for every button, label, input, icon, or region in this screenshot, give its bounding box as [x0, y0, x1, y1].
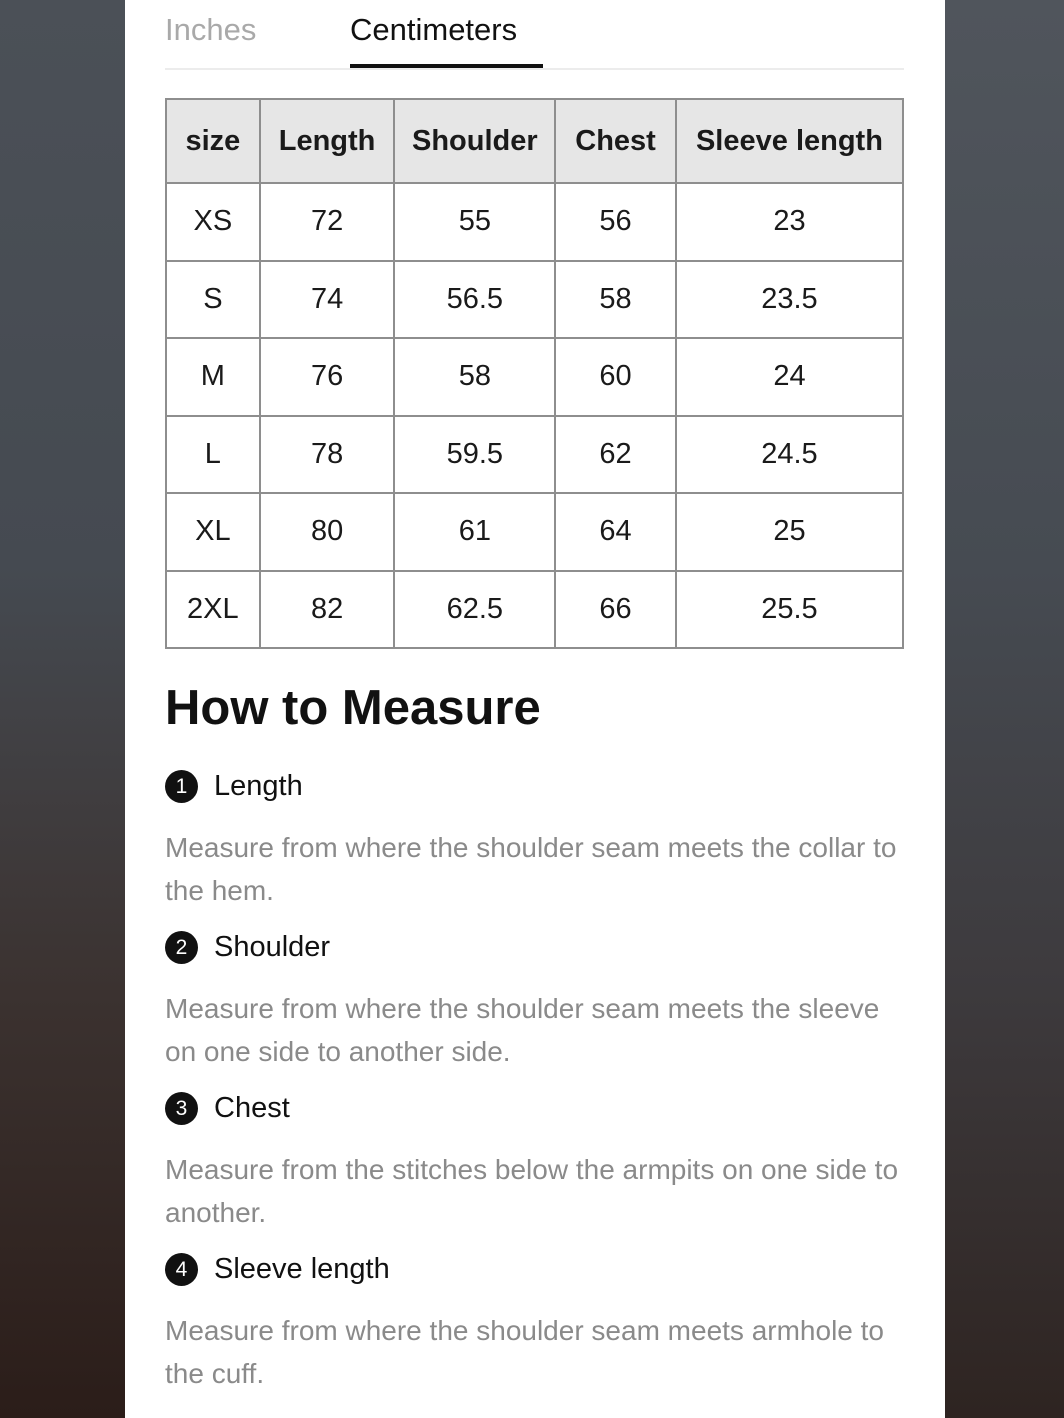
column-header-chest: Chest: [555, 99, 676, 183]
active-tab-indicator: [350, 64, 543, 68]
table-cell: 23.5: [676, 261, 903, 339]
step-number-badge: 2: [165, 931, 198, 964]
table-cell: 80: [260, 493, 395, 571]
table-row: [166, 416, 903, 494]
table-cell: 58: [394, 338, 555, 416]
tab-inches[interactable]: Inches: [165, 12, 257, 47]
step-description: Measure from where the shoulder seam meets the collar to the hem.: [165, 832, 897, 906]
table-cell: 78: [260, 416, 395, 494]
table-cell: 56.5: [394, 261, 555, 339]
column-header-size: size: [166, 99, 260, 183]
table-cell: 58: [555, 261, 676, 339]
table-cell: 55: [394, 183, 555, 261]
measure-step-chest: [165, 1088, 905, 1234]
table-cell: 60: [555, 338, 676, 416]
column-header-shoulder: Shoulder: [394, 99, 555, 183]
step-label: Length: [214, 769, 303, 802]
step-label: Sleeve length: [214, 1252, 390, 1285]
step-description: Measure from where the shoulder seam meets armhole to the cuff.: [165, 1315, 884, 1389]
table-cell: 56: [555, 183, 676, 261]
table-cell: 62.5: [394, 571, 555, 649]
table-cell: 62: [555, 416, 676, 494]
column-header-length: Length: [260, 99, 395, 183]
size-table: [165, 98, 904, 649]
step-number-badge: 1: [165, 770, 198, 803]
table-cell: 72: [260, 183, 395, 261]
unit-tabs: [165, 0, 904, 70]
measure-step-sleeve-length: [165, 1249, 905, 1395]
table-row: [166, 261, 903, 339]
table-cell: 25.5: [676, 571, 903, 649]
measure-step-shoulder: [165, 927, 905, 1073]
table-cell: 82: [260, 571, 395, 649]
table-cell: 25: [676, 493, 903, 571]
measure-step-length: [165, 766, 905, 912]
step-number-badge: 4: [165, 1253, 198, 1286]
table-row: [166, 493, 903, 571]
table-cell: 23: [676, 183, 903, 261]
step-number-badge: 3: [165, 1092, 198, 1125]
background-right: [944, 0, 1064, 1418]
table-cell: 24: [676, 338, 903, 416]
table-row: [166, 571, 903, 649]
table-cell: 2XL: [166, 571, 260, 649]
table-row: [166, 338, 903, 416]
table-cell: 24.5: [676, 416, 903, 494]
tab-centimeters[interactable]: Centimeters: [350, 12, 518, 47]
size-guide-sheet: [125, 0, 945, 1418]
table-cell: 61: [394, 493, 555, 571]
table-cell: 59.5: [394, 416, 555, 494]
table-cell: L: [166, 416, 260, 494]
table-row: [166, 183, 903, 261]
table-cell: 64: [555, 493, 676, 571]
background-left: [0, 0, 125, 1418]
table-cell: 66: [555, 571, 676, 649]
table-cell: S: [166, 261, 260, 339]
step-label: Shoulder: [214, 930, 331, 963]
column-header-sleeve-length: Sleeve length: [676, 99, 903, 183]
step-label: Chest: [214, 1091, 290, 1124]
table-header-row: [166, 99, 903, 183]
how-to-measure-title: How to Measure: [165, 681, 541, 735]
table-cell: M: [166, 338, 260, 416]
step-description: Measure from where the shoulder seam meets the sleeve on one side to another side.: [165, 993, 880, 1067]
table-cell: XL: [166, 493, 260, 571]
table-cell: 76: [260, 338, 395, 416]
table-cell: 74: [260, 261, 395, 339]
table-cell: XS: [166, 183, 260, 261]
step-description: Measure from the stitches below the armpits on one side to another.: [165, 1154, 899, 1228]
